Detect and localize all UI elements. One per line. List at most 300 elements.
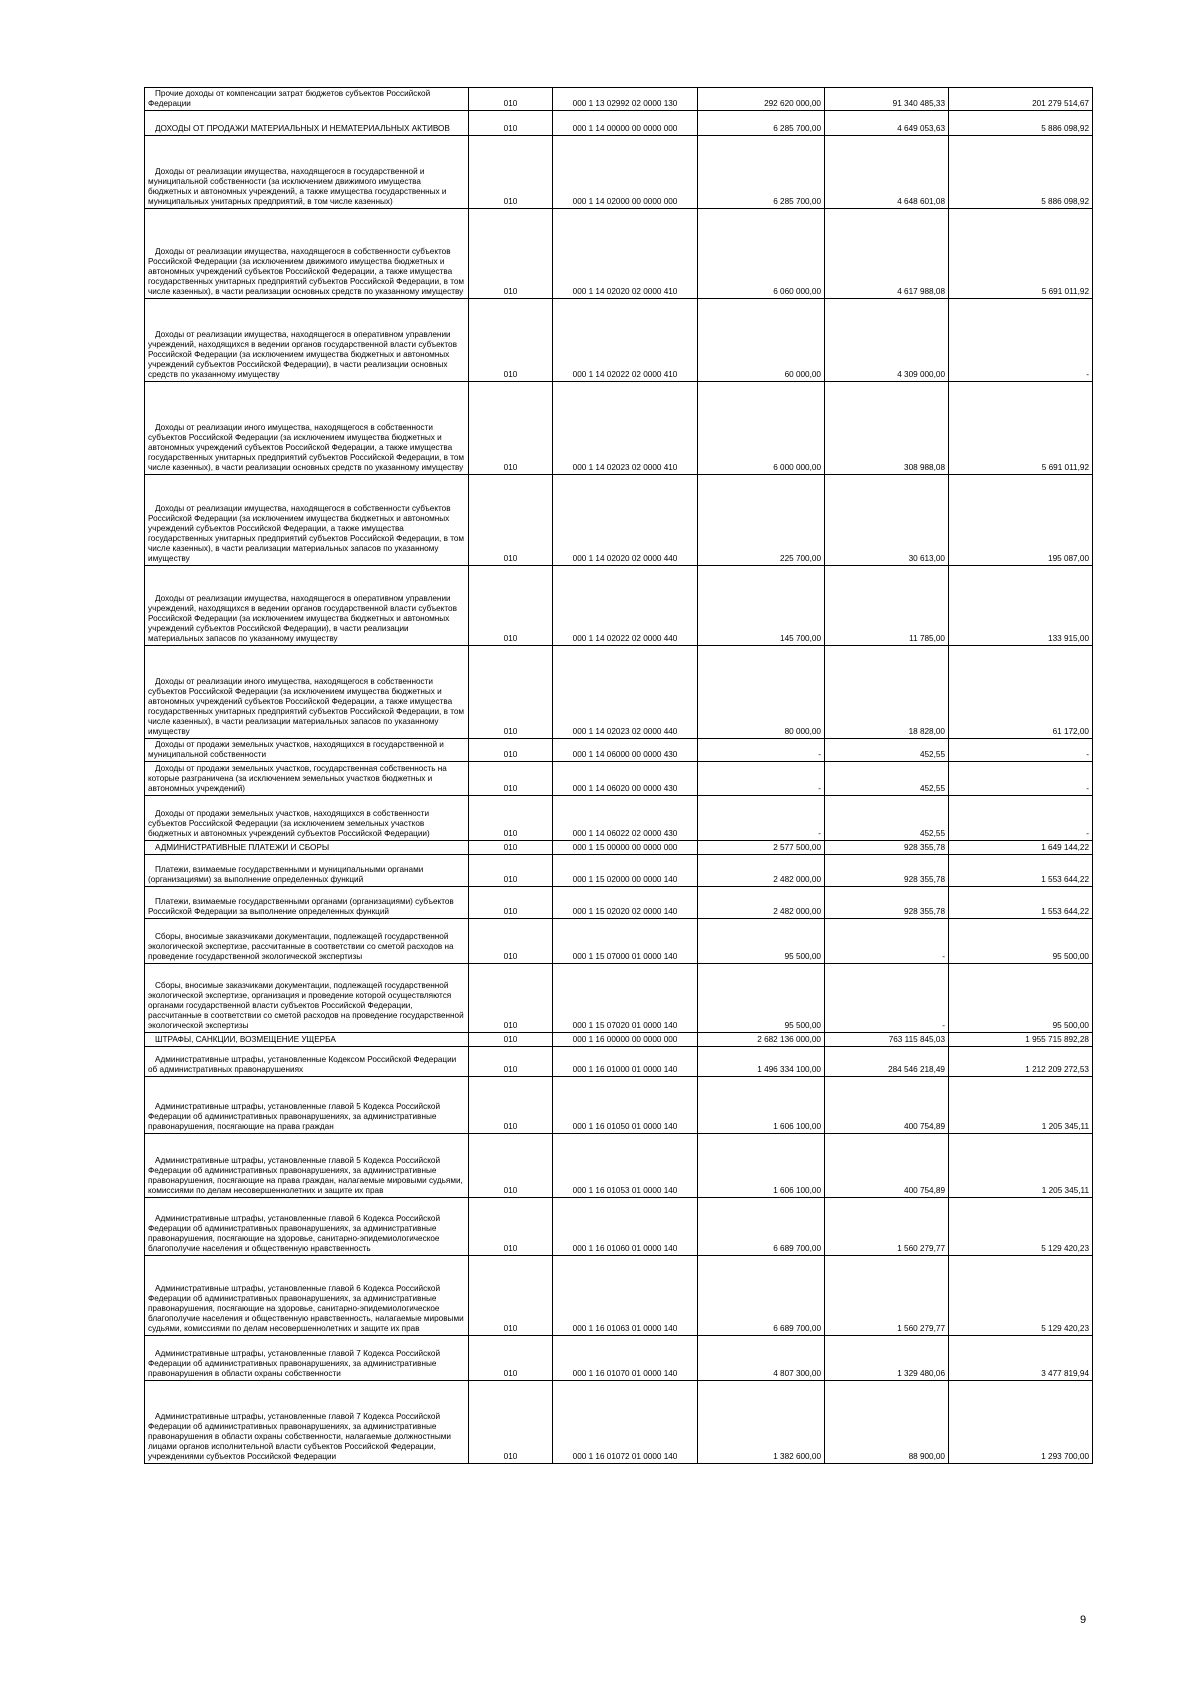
row-plan-cell (698, 299, 825, 382)
row-kbk-cell (553, 1336, 698, 1381)
row-code-cell (469, 919, 553, 964)
revenue-table (144, 87, 1093, 1464)
row-rest-cell (949, 919, 1093, 964)
row-fact: 1 560 279,77 (897, 1324, 945, 1333)
table-row (145, 646, 1093, 739)
row-fact-cell (825, 1198, 949, 1256)
row-kbk-cell (553, 887, 698, 919)
row-plan: 292 620 000,00 (764, 99, 821, 108)
row-fact: 88 900,00 (908, 1452, 945, 1461)
row-fact-cell (825, 299, 949, 382)
row-name-cell (145, 209, 469, 299)
row-code: 010 (503, 1186, 518, 1195)
row-plan: 1 606 100,00 (773, 1186, 821, 1195)
row-fact-cell (825, 964, 949, 1033)
row-rest-cell (949, 1256, 1093, 1336)
row-code-cell (469, 841, 553, 855)
row-kbk: 000 1 15 02000 00 0000 140 (572, 875, 678, 884)
row-rest-cell (949, 739, 1093, 762)
row-name-cell (145, 299, 469, 382)
row-plan: 2 577 500,00 (773, 843, 821, 852)
row-rest: 5 886 098,92 (1041, 124, 1089, 133)
row-plan: 145 700,00 (780, 634, 821, 643)
row-rest-cell (949, 88, 1093, 111)
row-code: 010 (503, 1324, 518, 1333)
row-plan-cell (698, 796, 825, 841)
row-plan-cell (698, 382, 825, 475)
row-rest-cell (949, 964, 1093, 1033)
row-fact-cell (825, 646, 949, 739)
row-kbk-cell (553, 566, 698, 646)
row-rest-cell (949, 841, 1093, 855)
row-kbk: 000 1 14 02022 02 0000 440 (572, 634, 678, 643)
row-rest: 1 293 700,00 (1041, 1452, 1089, 1461)
row-plan-cell (698, 1336, 825, 1381)
row-plan-cell (698, 1256, 825, 1336)
row-code: 010 (503, 99, 518, 108)
row-rest: 5 886 098,92 (1041, 197, 1089, 206)
row-plan: 6 285 700,00 (773, 197, 821, 206)
row-kbk-cell (553, 1256, 698, 1336)
row-fact-cell (825, 796, 949, 841)
row-code-cell (469, 1198, 553, 1256)
row-name: Административные штрафы, установленные главой 6 Кодекса Российской Федерации об административных правонарушениях, за административные правонарушения, посягающие на здоровье, санитарно-эпидемиологическое благополучие населения и общественную нравственность (148, 1214, 441, 1253)
row-code: 010 (503, 843, 518, 852)
row-plan: 1 606 100,00 (773, 1122, 821, 1131)
row-plan: - (818, 829, 821, 838)
row-name: Доходы от реализации иного имущества, находящегося в собственности субъектов Российской Федерации (за исключением имущества бюджетных и автономных учреждений субъектов Российской Федерации, а также имущества государственных унитарных предприятий субъектов Российской Федерации, в том числе казенных), в части реализации основных средств по указанному имуществу (148, 423, 465, 472)
row-code: 010 (503, 287, 518, 296)
row-name-cell (145, 796, 469, 841)
row-fact: 1 329 480,06 (897, 1369, 945, 1378)
row-code: 010 (503, 907, 518, 916)
row-kbk: 000 1 14 02022 02 0000 410 (572, 370, 678, 379)
row-rest-cell (949, 1336, 1093, 1381)
row-plan-cell (698, 1077, 825, 1134)
row-fact: 284 546 218,49 (888, 1065, 945, 1074)
row-name-cell (145, 136, 469, 209)
row-code-cell (469, 646, 553, 739)
row-name: Платежи, взимаемые государственными и муниципальными органами (организациями) за выполнение определенных функций (148, 865, 424, 884)
row-fact-cell (825, 209, 949, 299)
row-code-cell (469, 762, 553, 796)
row-rest-cell (949, 299, 1093, 382)
table-body (145, 88, 1093, 1464)
row-code-cell (469, 382, 553, 475)
table-row (145, 475, 1093, 566)
row-name: ДОХОДЫ ОТ ПРОДАЖИ МАТЕРИАЛЬНЫХ И НЕМАТЕРИАЛЬНЫХ АКТИВОВ (155, 124, 450, 133)
row-name-cell (145, 1033, 469, 1047)
row-rest: 1 649 144,22 (1041, 843, 1089, 852)
table-row (145, 1336, 1093, 1381)
row-rest: 95 500,00 (1052, 952, 1089, 961)
row-fact: 4 649 053,63 (897, 124, 945, 133)
row-kbk-cell (553, 88, 698, 111)
row-code-cell (469, 209, 553, 299)
row-fact: 11 785,00 (909, 634, 945, 643)
row-name-cell (145, 88, 469, 111)
table-row (145, 1077, 1093, 1134)
row-name-cell (145, 111, 469, 136)
row-kbk-cell (553, 919, 698, 964)
row-name: АДМИНИСТРАТИВНЫЕ ПЛАТЕЖИ И СБОРЫ (155, 843, 330, 852)
row-kbk-cell (553, 964, 698, 1033)
row-name-cell (145, 1256, 469, 1336)
row-rest-cell (949, 1077, 1093, 1134)
row-rest: 1 212 209 272,53 (1025, 1065, 1089, 1074)
row-name: Административные штрафы, установленные главой 7 Кодекса Российской Федерации об административных правонарушениях, за административные правонарушения в области охраны собственности (148, 1349, 441, 1378)
row-kbk-cell (553, 209, 698, 299)
row-fact: 91 340 485,33 (892, 99, 945, 108)
row-kbk-cell (553, 111, 698, 136)
row-rest: - (1086, 750, 1089, 759)
row-code-cell (469, 111, 553, 136)
row-rest-cell (949, 646, 1093, 739)
row-kbk: 000 1 15 02020 02 0000 140 (572, 907, 678, 916)
row-plan-cell (698, 1047, 825, 1077)
row-fact: 928 355,78 (904, 907, 945, 916)
row-fact: 452,55 (919, 829, 945, 838)
row-rest: 1 553 644,22 (1041, 907, 1089, 916)
row-code: 010 (503, 370, 518, 379)
row-code: 010 (503, 829, 518, 838)
row-rest: 1 955 715 892,28 (1025, 1035, 1089, 1044)
row-plan-cell (698, 136, 825, 209)
row-kbk-cell (553, 855, 698, 887)
row-plan: 6 000 000,00 (773, 463, 821, 472)
row-plan-cell (698, 887, 825, 919)
row-kbk: 000 1 14 02023 02 0000 410 (572, 463, 678, 472)
row-rest: 5 129 420,23 (1041, 1244, 1089, 1253)
table-row (145, 136, 1093, 209)
row-kbk: 000 1 16 01063 01 0000 140 (572, 1324, 678, 1333)
row-code: 010 (503, 1065, 518, 1074)
row-plan-cell (698, 855, 825, 887)
row-fact-cell (825, 136, 949, 209)
row-name: Доходы от реализации имущества, находящегося в собственности субъектов Российской Федерации (за исключением движимого имущества бюджетных и автономных учреждений субъектов Российской Федерации, а также имущества государственных унитарных предприятий субъектов Российской Федерации, в том числе казенных), в части реализации основных средств по указанному имуществу (148, 247, 465, 296)
row-name: Административные штрафы, установленные главой 7 Кодекса Российской Федерации об административных правонарушениях, за административные правонарушения в области охраны собственности, налагаемые должностными лицами органов исполнительной власти субъектов Российской Федерации, учреждениями субъектов Российской Федерации (148, 1412, 451, 1461)
table-row (145, 841, 1093, 855)
row-code-cell (469, 1077, 553, 1134)
row-rest-cell (949, 209, 1093, 299)
row-plan: 2 682 136 000,00 (757, 1035, 821, 1044)
row-rest: 61 172,00 (1052, 727, 1089, 736)
row-name-cell (145, 1077, 469, 1134)
row-plan: 1 496 334 100,00 (757, 1065, 821, 1074)
row-name: Сборы, вносимые заказчиками документации, подлежащей государственной экологической экспертизе, организация и проведение которой осуществляются органами государственной власти субъектов Российской Федерации, рассчитанные в соответствии со сметой расходов на проведение государственной экологической экспертизы (148, 981, 464, 1030)
row-rest: 133 915,00 (1048, 634, 1089, 643)
row-plan: 2 482 000,00 (773, 875, 821, 884)
row-kbk: 000 1 16 01000 01 0000 140 (572, 1065, 678, 1074)
row-fact-cell (825, 1033, 949, 1047)
row-code-cell (469, 964, 553, 1033)
row-rest-cell (949, 762, 1093, 796)
row-plan-cell (698, 1381, 825, 1464)
row-fact-cell (825, 1381, 949, 1464)
row-name: Доходы от продажи земельных участков, находящихся в государственной и муниципальной собственности (148, 740, 444, 759)
row-kbk-cell (553, 1381, 698, 1464)
row-fact-cell (825, 566, 949, 646)
row-name-cell (145, 475, 469, 566)
row-name-cell (145, 1336, 469, 1381)
row-code: 010 (503, 784, 518, 793)
row-fact: - (942, 1021, 945, 1030)
row-name: Доходы от реализации иного имущества, находящегося в собственности субъектов Российской Федерации (за исключением имущества бюджетных и автономных учреждений субъектов Российской Федерации, а также имущества государственных унитарных предприятий субъектов Российской Федерации, в том числе казенных), в части реализации материальных запасов по указанному имуществу (148, 677, 465, 736)
row-fact-cell (825, 1134, 949, 1198)
row-plan-cell (698, 475, 825, 566)
row-kbk: 000 1 16 01070 01 0000 140 (572, 1369, 678, 1378)
row-rest-cell (949, 1381, 1093, 1464)
row-fact-cell (825, 382, 949, 475)
row-name-cell (145, 964, 469, 1033)
row-fact: 4 617 988,08 (897, 287, 945, 296)
row-code: 010 (503, 952, 518, 961)
row-code: 010 (503, 463, 518, 472)
row-plan-cell (698, 964, 825, 1033)
row-rest: 1 205 345,11 (1041, 1122, 1089, 1131)
row-fact-cell (825, 841, 949, 855)
row-rest-cell (949, 1033, 1093, 1047)
row-rest: - (1086, 370, 1089, 379)
row-kbk: 000 1 14 02020 02 0000 440 (572, 554, 678, 563)
row-kbk: 000 1 15 00000 00 0000 000 (572, 843, 678, 852)
row-rest: 201 279 514,67 (1032, 99, 1089, 108)
row-rest-cell (949, 1198, 1093, 1256)
row-code-cell (469, 475, 553, 566)
row-kbk-cell (553, 382, 698, 475)
row-fact-cell (825, 1047, 949, 1077)
row-name: ШТРАФЫ, САНКЦИИ, ВОЗМЕЩЕНИЕ УЩЕРБА (155, 1035, 336, 1044)
row-code: 010 (503, 1452, 518, 1461)
row-name-cell (145, 887, 469, 919)
row-code-cell (469, 739, 553, 762)
row-kbk-cell (553, 762, 698, 796)
row-kbk: 000 1 14 06022 02 0000 430 (572, 829, 678, 838)
row-rest-cell (949, 887, 1093, 919)
row-name: Доходы от реализации имущества, находящегося в оперативном управлении учреждений, находящихся в ведении органов государственной власти субъектов Российской Федерации (за исключением имущества бюджетных и автономных учреждений субъектов Российской Федерации), в части реализации материальных запасов по указанному имуществу (148, 594, 457, 643)
row-plan-cell (698, 739, 825, 762)
row-rest-cell (949, 1047, 1093, 1077)
row-kbk: 000 1 14 02020 02 0000 410 (572, 287, 678, 296)
row-name-cell (145, 1047, 469, 1077)
row-rest-cell (949, 796, 1093, 841)
row-code: 010 (503, 634, 518, 643)
row-plan: - (818, 750, 821, 759)
row-fact: 452,55 (919, 750, 945, 759)
row-kbk: 000 1 13 02992 02 0000 130 (572, 99, 678, 108)
row-kbk-cell (553, 136, 698, 209)
row-name-cell (145, 1381, 469, 1464)
row-kbk: 000 1 14 02000 00 0000 000 (572, 197, 678, 206)
row-name: Административные штрафы, установленные главой 5 Кодекса Российской Федерации об административных правонарушениях, за административные правонарушения, посягающие на права граждан, налагаемые мировыми судьями, комиссиями по делам несовершеннолетних и защите их прав (148, 1156, 463, 1195)
row-kbk-cell (553, 796, 698, 841)
row-kbk-cell (553, 739, 698, 762)
row-fact-cell (825, 111, 949, 136)
row-kbk: 000 1 16 01072 01 0000 140 (572, 1452, 678, 1461)
row-plan-cell (698, 1134, 825, 1198)
row-code-cell (469, 887, 553, 919)
table-row (145, 1256, 1093, 1336)
row-fact-cell (825, 88, 949, 111)
row-name: Доходы от реализации имущества, находящегося в собственности субъектов Российской Федерации (за исключением имущества бюджетных и автономных учреждений субъектов Российской Федерации, а также имущества государственных унитарных предприятий субъектов Российской Федерации, в том числе казенных), в части реализации материальных запасов по указанному имуществу (148, 504, 465, 563)
table-row (145, 887, 1093, 919)
table-row (145, 1047, 1093, 1077)
row-fact-cell (825, 855, 949, 887)
row-kbk: 000 1 14 06000 00 0000 430 (572, 750, 678, 759)
row-fact-cell (825, 1336, 949, 1381)
row-plan: 95 500,00 (784, 1021, 821, 1030)
row-name: Сборы, вносимые заказчиками документации, подлежащей государственной экологической экспертизе, рассчитанные в соответствии со сметой расходов на проведение государственной экологической экспертизы (148, 932, 454, 961)
row-fact: 763 115 845,03 (888, 1035, 945, 1044)
row-kbk-cell (553, 841, 698, 855)
row-code-cell (469, 299, 553, 382)
row-fact: 30 613,00 (908, 554, 945, 563)
row-fact-cell (825, 739, 949, 762)
row-plan: 225 700,00 (780, 554, 821, 563)
row-kbk: 000 1 14 02023 02 0000 440 (572, 727, 678, 736)
row-plan: - (818, 784, 821, 793)
table-row (145, 299, 1093, 382)
row-fact-cell (825, 887, 949, 919)
row-rest: 195 087,00 (1048, 554, 1089, 563)
row-rest: - (1086, 829, 1089, 838)
row-rest-cell (949, 475, 1093, 566)
row-kbk: 000 1 15 07020 01 0000 140 (572, 1021, 678, 1030)
row-code: 010 (503, 750, 518, 759)
row-code: 010 (503, 1369, 518, 1378)
row-rest: 3 477 819,94 (1041, 1369, 1089, 1378)
row-rest-cell (949, 382, 1093, 475)
row-kbk-cell (553, 475, 698, 566)
row-plan: 6 285 700,00 (773, 124, 821, 133)
table-row (145, 382, 1093, 475)
row-plan-cell (698, 1033, 825, 1047)
row-code-cell (469, 88, 553, 111)
row-plan-cell (698, 646, 825, 739)
row-code-cell (469, 136, 553, 209)
row-fact-cell (825, 1256, 949, 1336)
row-fact-cell (825, 1077, 949, 1134)
row-fact: 400 754,89 (904, 1186, 945, 1195)
row-name: Доходы от реализации имущества, находящегося в оперативном управлении учреждений, находящихся в ведении органов государственной власти субъектов Российской Федерации (за исключением имущества бюджетных и автономных учреждений субъектов Российской Федерации), в части реализации основных средств по указанному имуществу (148, 330, 457, 379)
row-code: 010 (503, 1021, 518, 1030)
table-row (145, 566, 1093, 646)
table-row (145, 919, 1093, 964)
row-kbk: 000 1 15 07000 01 0000 140 (572, 952, 678, 961)
row-rest: 5 691 011,92 (1041, 463, 1089, 472)
row-code: 010 (503, 1122, 518, 1131)
row-plan: 4 807 300,00 (773, 1369, 821, 1378)
row-code-cell (469, 1336, 553, 1381)
row-kbk-cell (553, 1033, 698, 1047)
row-rest: 95 500,00 (1052, 1021, 1089, 1030)
row-rest: 1 205 345,11 (1041, 1186, 1089, 1195)
row-fact: 308 988,08 (904, 463, 945, 472)
row-kbk-cell (553, 1134, 698, 1198)
table-row (145, 855, 1093, 887)
table-row (145, 739, 1093, 762)
row-plan-cell (698, 841, 825, 855)
row-plan-cell (698, 919, 825, 964)
row-code-cell (469, 1033, 553, 1047)
page-number: 9 (1080, 1614, 1087, 1626)
row-name: Доходы от продажи земельных участков, государственная собственность на которые разграничена (за исключением земельных участков бюджетных и автономных учреждений) (148, 764, 447, 793)
table-row (145, 1033, 1093, 1047)
row-rest: 5 691 011,92 (1041, 287, 1089, 296)
row-plan-cell (698, 111, 825, 136)
table-row (145, 1198, 1093, 1256)
row-plan-cell (698, 88, 825, 111)
row-name-cell (145, 566, 469, 646)
row-fact: 928 355,78 (904, 875, 945, 884)
row-code: 010 (503, 727, 518, 736)
row-kbk-cell (553, 1077, 698, 1134)
row-rest-cell (949, 855, 1093, 887)
row-name-cell (145, 1134, 469, 1198)
row-name: Административные штрафы, установленные главой 5 Кодекса Российской Федерации об административных правонарушениях, за административные правонарушения, посягающие на права граждан (148, 1102, 441, 1131)
row-rest-cell (949, 1134, 1093, 1198)
row-name-cell (145, 919, 469, 964)
row-fact-cell (825, 762, 949, 796)
row-plan: 60 000,00 (784, 370, 821, 379)
row-name: Платежи, взимаемые государственными органами (организациями) субъектов Российской Федерации за выполнение определенных функций (148, 897, 454, 916)
row-plan-cell (698, 762, 825, 796)
row-rest: - (1086, 784, 1089, 793)
row-name: Прочие доходы от компенсации затрат бюджетов субъектов Российской Федерации (148, 89, 431, 108)
row-fact-cell (825, 919, 949, 964)
row-kbk: 000 1 16 01050 01 0000 140 (572, 1122, 678, 1131)
table-row (145, 111, 1093, 136)
row-code-cell (469, 796, 553, 841)
row-code: 010 (503, 197, 518, 206)
table-row (145, 88, 1093, 111)
row-plan: 95 500,00 (784, 952, 821, 961)
table-row (145, 796, 1093, 841)
row-name-cell (145, 841, 469, 855)
row-fact: 400 754,89 (904, 1122, 945, 1131)
row-kbk: 000 1 16 01060 01 0000 140 (572, 1244, 678, 1253)
row-name: Доходы от реализации имущества, находящегося в государственной и муниципальной собственности (за исключением движимого имущества бюджетных и автономных учреждений, а также имущества государственных и муниципальных унитарных предприятий, в том числе казенных) (148, 167, 447, 206)
table-row (145, 209, 1093, 299)
row-kbk: 000 1 16 00000 00 0000 000 (572, 1035, 678, 1044)
row-rest-cell (949, 111, 1093, 136)
row-fact: - (942, 952, 945, 961)
row-name-cell (145, 382, 469, 475)
row-fact: 4 309 000,00 (897, 370, 945, 379)
row-rest-cell (949, 566, 1093, 646)
row-plan-cell (698, 1198, 825, 1256)
row-name: Доходы от продажи земельных участков, находящихся в собственности субъектов Российской Федерации (за исключением земельных участков бюджетных и автономных учреждений субъектов Российской Федерации) (148, 809, 430, 838)
row-kbk: 000 1 14 06020 00 0000 430 (572, 784, 678, 793)
row-fact: 452,55 (919, 784, 945, 793)
row-code-cell (469, 1381, 553, 1464)
row-code: 010 (503, 875, 518, 884)
row-plan: 80 000,00 (784, 727, 821, 736)
row-name-cell (145, 646, 469, 739)
row-plan: 2 482 000,00 (773, 907, 821, 916)
row-fact: 1 560 279,77 (897, 1244, 945, 1253)
row-rest-cell (949, 136, 1093, 209)
row-fact: 928 355,78 (904, 843, 945, 852)
row-code-cell (469, 566, 553, 646)
row-plan-cell (698, 566, 825, 646)
row-rest: 1 553 644,22 (1041, 875, 1089, 884)
row-name: Административные штрафы, установленные Кодексом Российской Федерации об административных правонарушениях (148, 1055, 457, 1074)
row-plan: 6 060 000,00 (773, 287, 821, 296)
table-row (145, 1134, 1093, 1198)
table-row (145, 762, 1093, 796)
table-row (145, 1381, 1093, 1464)
